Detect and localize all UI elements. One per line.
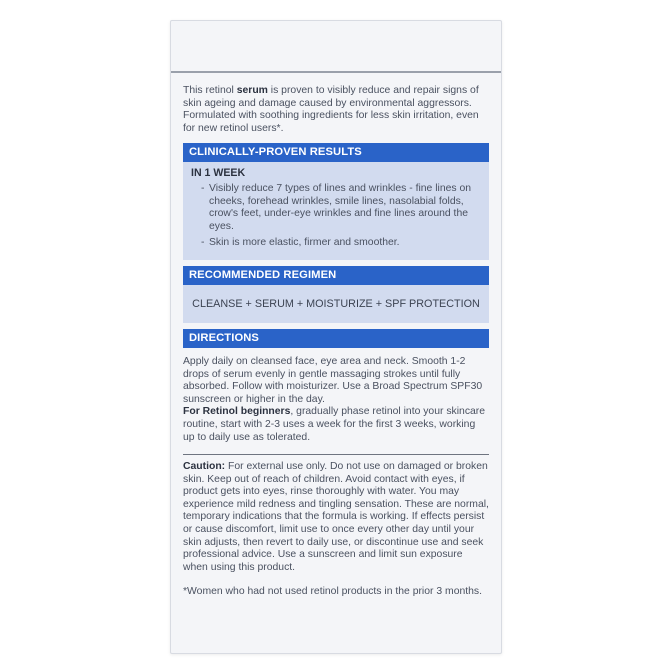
regimen-steps: CLEANSE + SERUM + MOISTURIZE + SPF PROTECTION: [183, 285, 489, 323]
product-box-side-panel: [170, 20, 502, 654]
box-text-content: [183, 85, 489, 609]
results-panel: [183, 162, 489, 260]
results-item: - Skin is more elastic, firmer and smoother.: [201, 237, 481, 250]
directions-heading: DIRECTIONS: [183, 329, 489, 348]
directions-paragraph: Apply daily on cleansed face, eye area and neck. Smooth 1-2 drops of serum evenly in gentle massaging strokes until fully absorbed. Follow with moisturizer. Use a Broad Spectrum SPF30 sunscreen or higher in the day.: [183, 355, 483, 405]
box-flap-fold-line: [171, 71, 501, 73]
beginners-paragraph: For Retinol beginners, gradually phase retinol into your skincare routine, start with 2-3 uses a week for the first 3 weeks, working up to daily use as tolerated.: [183, 406, 486, 443]
footnote: *Women who had not used retinol products in the prior 3 months.: [183, 586, 482, 598]
intro-paragraph: This retinol serum is proven to visibly reduce and repair signs of skin ageing and damage caused by environmental aggressors. Formulated with soothing ingredients for less skin irritation, even for new retinol users*.: [183, 85, 479, 134]
caution-section: [183, 461, 489, 574]
caution-label: Caution:: [183, 461, 226, 473]
regimen-heading: RECOMMENDED REGIMEN: [183, 266, 489, 285]
results-list: [191, 183, 481, 250]
directions-text: [183, 356, 489, 444]
section-divider: [183, 454, 489, 455]
results-item: - Visibly reduce 7 types of lines and wrinkles - fine lines on cheeks, forehead wrinkles, smile lines, nasolabial folds, crow's feet, under-eye wrinkles and fine lines around the eyes.: [201, 183, 481, 233]
intro-bold-word: serum: [236, 85, 268, 96]
results-subheading: IN 1 WEEK: [191, 167, 246, 180]
beginners-label: For Retinol beginners: [183, 406, 291, 418]
caution-paragraph: Caution: For external use only. Do not use on damaged or broken skin. Keep out of reach of children. Avoid contact with eyes, if product gets into eyes, rinse thoroughly with water. You may experience mild redness and tingling sensation. These are normal, temporary indications that the formula is working. If effects persist or cause discomfort, limit use to once every other day until your skin adjusts, then revert to daily use, or discontinue use and seek professional advice. Use a sunscreen and limit sun exposure when using this product.: [183, 461, 489, 573]
results-heading: CLINICALLY-PROVEN RESULTS: [183, 143, 489, 162]
